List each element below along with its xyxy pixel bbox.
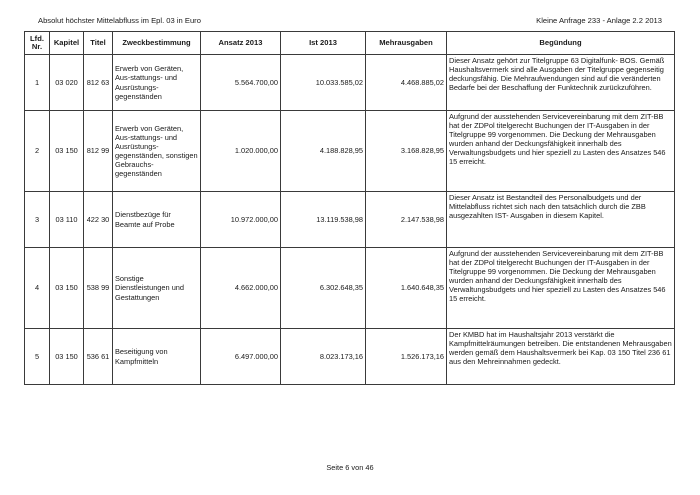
cell-zweck: Sonstige Dienstleistungen und Gestattungen [113, 248, 201, 329]
cell-zweck: Erwerb von Geräten, Aus-stattungs- und Ausrüstungs-gegenständen [113, 55, 201, 111]
cell-nr: 2 [25, 111, 50, 192]
cell-titel: 536 61 [84, 329, 113, 385]
cell-nr: 5 [25, 329, 50, 385]
expenditure-table [24, 31, 675, 385]
cell-kapitel: 03 150 [50, 329, 84, 385]
table-row [25, 248, 675, 329]
cell-begruendung: Der KMBD hat im Haushaltsjahr 2013 verstärkt die Kampfmittelräumungen betreiben. Die entstandenen Mehrausgaben werden gemäß dem Haushaltsvermerk bei Kap. 03 150 Titel 236 61 aus den Mehreinnahmen gedeckt. [447, 329, 675, 385]
table-row [25, 192, 675, 248]
col-header-titel: Titel [84, 32, 113, 55]
cell-titel: 422 30 [84, 192, 113, 248]
cell-titel: 538 99 [84, 248, 113, 329]
cell-kapitel: 03 020 [50, 55, 84, 111]
cell-mehrausgaben: 4.468.885,02 [366, 55, 447, 111]
page-header [38, 16, 662, 28]
cell-begruendung: Dieser Ansatz ist Bestandteil des Personalbudgets und der Mittelabfluss richtet sich nach den tatsächlich durch die ZBB ausgezahlten IST- Ausgaben in diesem Kapitel. [447, 192, 675, 248]
page-number: Seite 6 von 46 [326, 463, 374, 472]
cell-mehrausgaben: 1.526.173,16 [366, 329, 447, 385]
cell-begruendung: Dieser Ansatz gehört zur Titelgruppe 63 Digitalfunk- BOS. Gemäß Haushaltsvermerk sind alle Ausgaben der Titelgruppe gegenseitig deckungsfähig. Die Mehraufwendungen sind auf die veränderten Bedarfe bei der Beschaffung der Funktechnik zurückzuführen. [447, 55, 675, 111]
cell-nr: 1 [25, 55, 50, 111]
cell-ist: 6.302.648,35 [281, 248, 366, 329]
document-reference: Kleine Anfrage 233 - Anlage 2.2 2013 [536, 16, 662, 25]
cell-begruendung: Aufgrund der ausstehenden Servicevereinbarung mit dem ZIT-BB hat der ZDPol titelgerecht Buchungen der IT-Ausgaben in der Titelgruppe 99 vorgenommen. Die Deckung der Mehrausgaben wurden anhand der Deckungsfähigkeit innerhalb des Verwaltungsbudgets und hier speziell zu Lasten des Ansatzes 546 15 erreicht. [447, 248, 675, 329]
col-header-ansatz: Ansatz 2013 [201, 32, 281, 55]
col-header-lfd-nr: Lfd. Nr. [25, 32, 50, 55]
cell-ansatz: 4.662.000,00 [201, 248, 281, 329]
col-header-mehrausgaben: Mehrausgaben [366, 32, 447, 55]
cell-zweck: Erwerb von Geräten, Aus-stattungs- und Ausrüstungs-gegenständen, sonstigen Gebrauchs-gegenständen [113, 111, 201, 192]
document-title: Absolut höchster Mittelabfluss im Epl. 03 in Euro [38, 16, 201, 25]
cell-titel: 812 99 [84, 111, 113, 192]
col-header-begruendung: Begündung [447, 32, 675, 55]
cell-mehrausgaben: 2.147.538,98 [366, 192, 447, 248]
cell-ansatz: 1.020.000,00 [201, 111, 281, 192]
cell-ist: 4.188.828,95 [281, 111, 366, 192]
cell-ansatz: 10.972.000,00 [201, 192, 281, 248]
col-header-zweckbestimmung: Zweckbestimmung [113, 32, 201, 55]
cell-titel: 812 63 [84, 55, 113, 111]
cell-mehrausgaben: 1.640.648,35 [366, 248, 447, 329]
table-row [25, 329, 675, 385]
cell-ist: 8.023.173,16 [281, 329, 366, 385]
col-header-kapitel: Kapitel [50, 32, 84, 55]
cell-kapitel: 03 110 [50, 192, 84, 248]
cell-kapitel: 03 150 [50, 248, 84, 329]
cell-ansatz: 5.564.700,00 [201, 55, 281, 111]
cell-ansatz: 6.497.000,00 [201, 329, 281, 385]
col-header-ist: Ist 2013 [281, 32, 366, 55]
cell-zweck: Beseitigung von Kampfmitteln [113, 329, 201, 385]
cell-kapitel: 03 150 [50, 111, 84, 192]
cell-zweck: Dienstbezüge für Beamte auf Probe [113, 192, 201, 248]
cell-nr: 3 [25, 192, 50, 248]
table-row [25, 111, 675, 192]
table-header-row [25, 32, 675, 55]
cell-ist: 10.033.585,02 [281, 55, 366, 111]
cell-begruendung: Aufgrund der ausstehenden Servicevereinbarung mit dem ZIT-BB hat der ZDPol titelgerecht Buchungen der IT-Ausgaben in der Titelgruppe 99 vorgenommen. Die Deckung der Mehrausgaben wurden anhand der Deckungsfähigkeit innerhalb des Verwaltungsbudgets und hier speziell zu Lasten des Ansatzes 546 15 erreicht. [447, 111, 675, 192]
cell-mehrausgaben: 3.168.828,95 [366, 111, 447, 192]
table-row [25, 55, 675, 111]
cell-ist: 13.119.538,98 [281, 192, 366, 248]
cell-nr: 4 [25, 248, 50, 329]
